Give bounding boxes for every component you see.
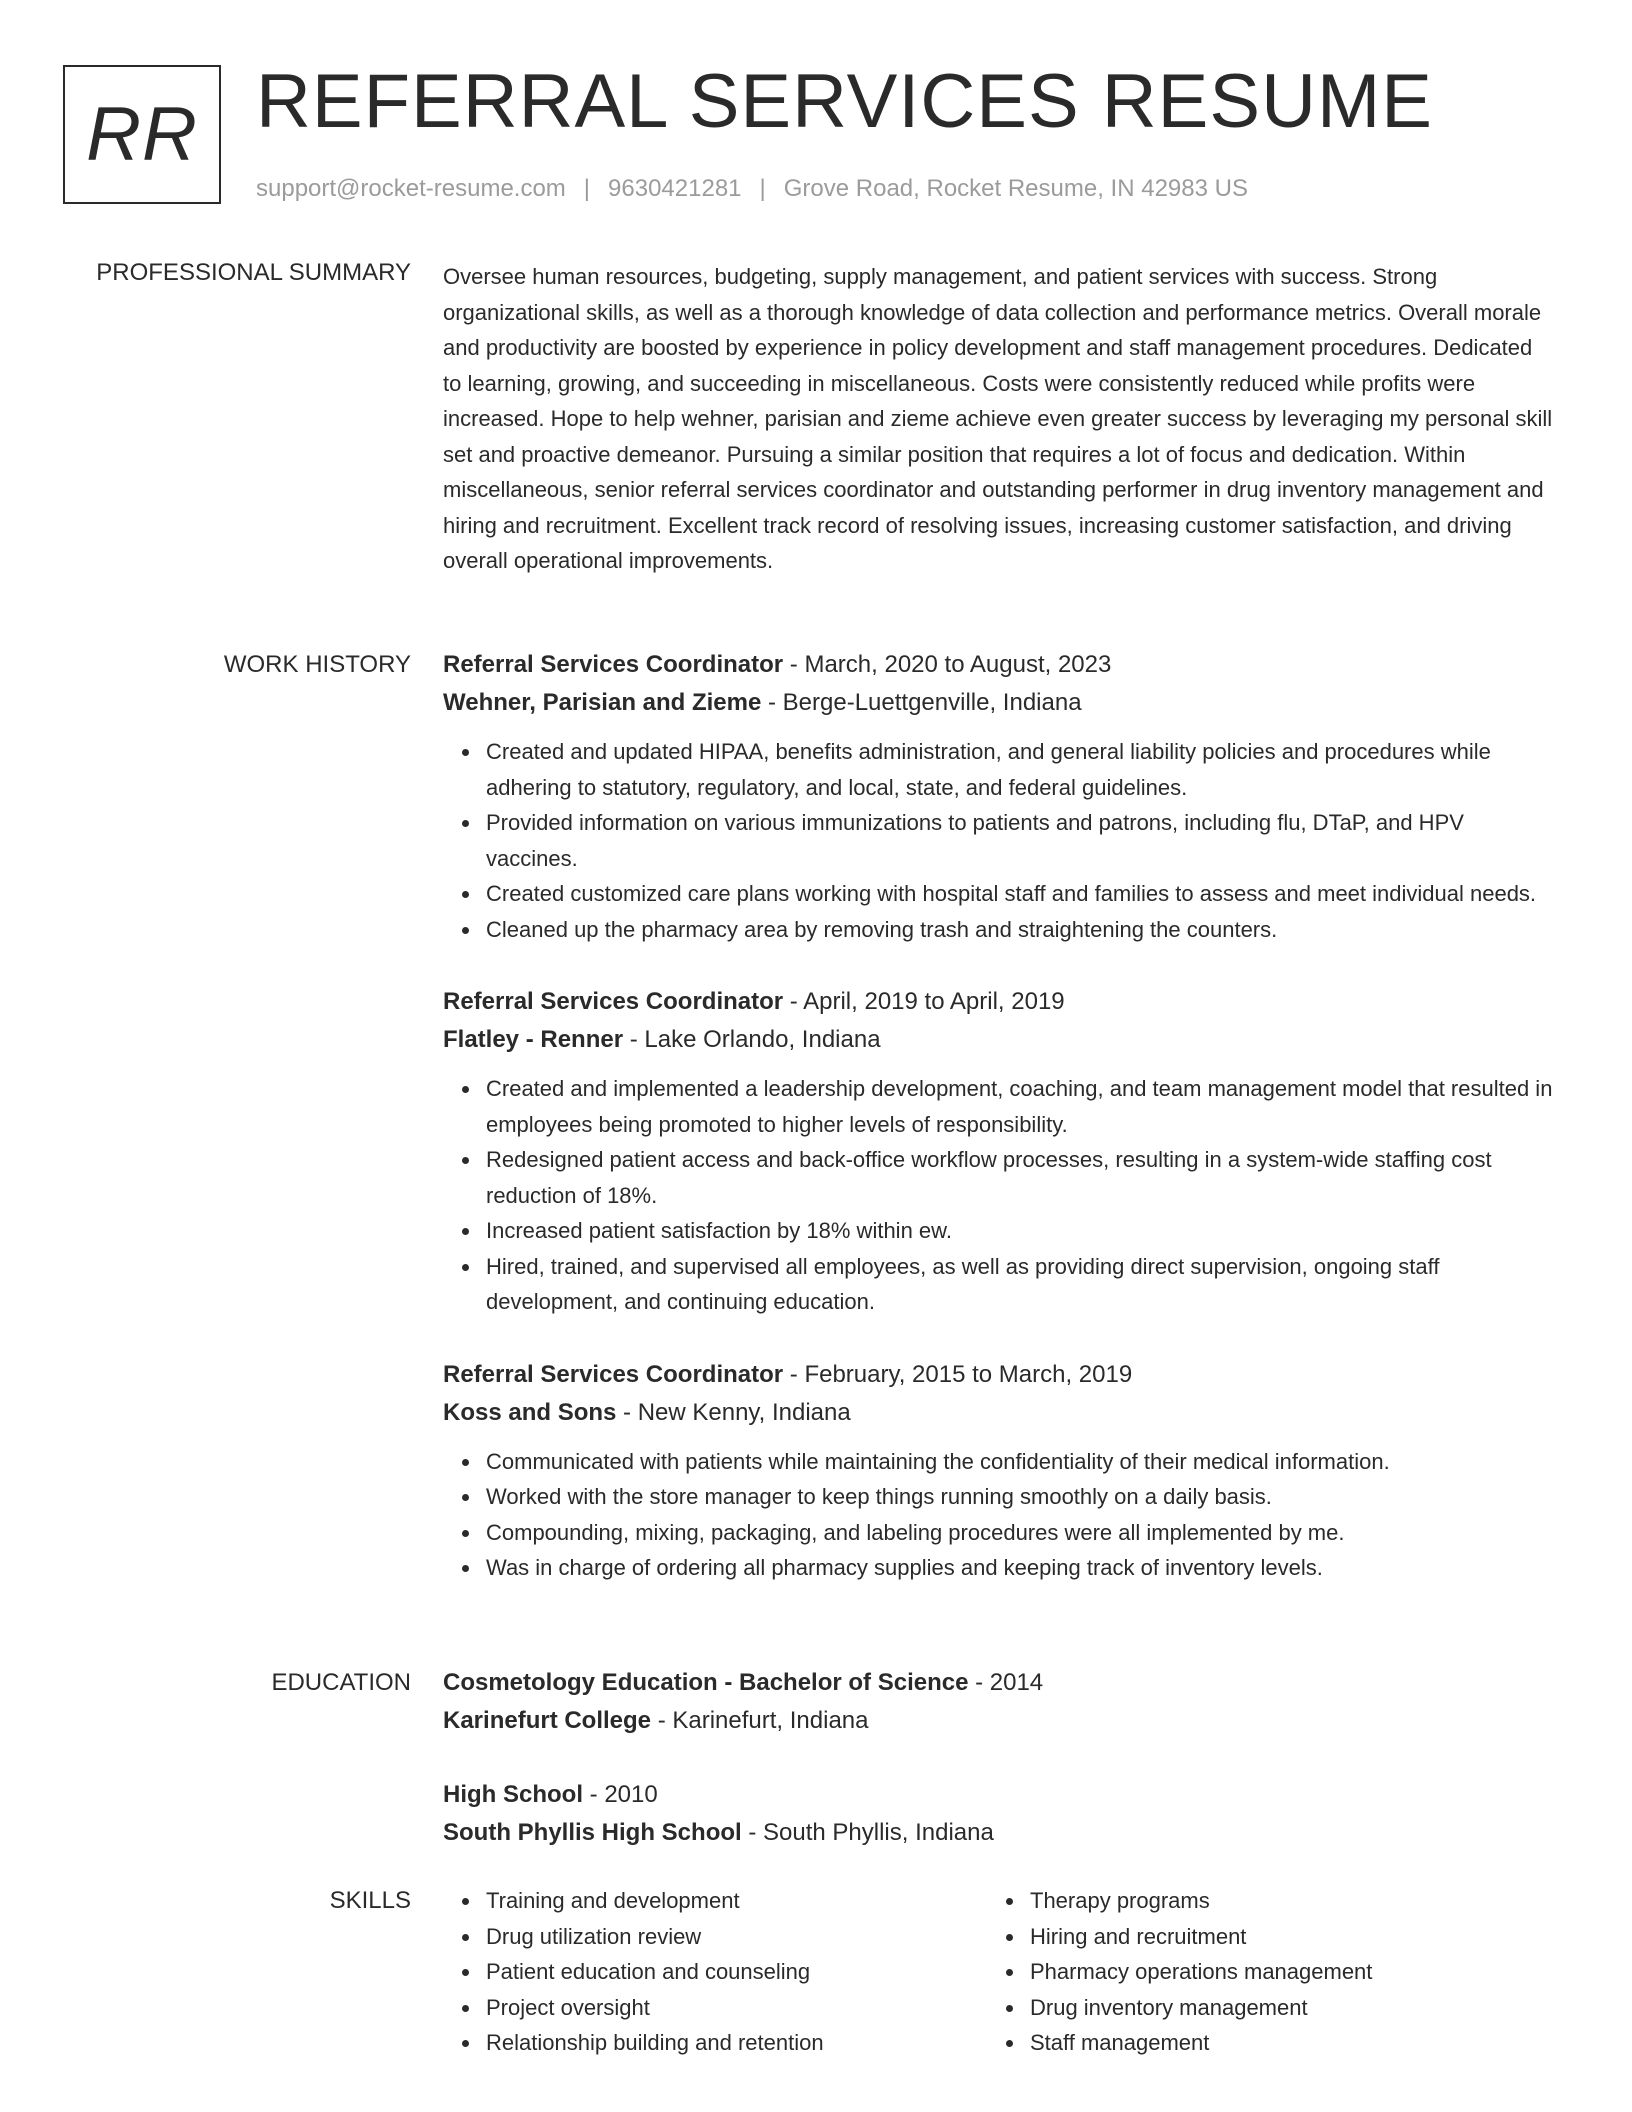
job-title: Referral Services Coordinator (443, 651, 784, 678)
education-degree: Cosmetology Education - Bachelor of Science (443, 1669, 969, 1696)
contact-phone[interactable]: 9630421281 (608, 175, 742, 202)
skill-item: Relationship building and retention (486, 2025, 987, 2061)
skills-list-left (443, 1883, 987, 2061)
monogram-logo: RR (63, 65, 221, 204)
job-company: Flatley - Renner (443, 1026, 624, 1053)
skill-item: Drug inventory management (1030, 1990, 1531, 2026)
job-entry (443, 983, 1556, 1320)
job-bullet: Worked with the store manager to keep things running smoothly on a daily basis. (486, 1479, 1556, 1515)
education-entry (443, 1664, 1556, 1740)
job-location: - Lake Orlando, Indiana (623, 1026, 881, 1053)
job-location: - Berge-Luettgenville, Indiana (761, 689, 1082, 716)
job-company-line (443, 684, 1556, 722)
summary-body (443, 259, 1556, 579)
contact-line (256, 174, 1248, 204)
education-location: - South Phyllis, Indiana (741, 1819, 994, 1846)
job-company-line (443, 1021, 1556, 1059)
skill-item: Patient education and counseling (486, 1954, 987, 1990)
job-title-line (443, 983, 1556, 1021)
education-school: South Phyllis High School (443, 1819, 742, 1846)
contact-email[interactable]: support@rocket-resume.com (256, 175, 566, 202)
job-bullet: Cleaned up the pharmacy area by removing trash and straightening the counters. (486, 912, 1556, 948)
job-title-line (443, 1356, 1556, 1394)
job-title-line (443, 646, 1556, 684)
education-year: - 2014 (968, 1669, 1044, 1696)
job-bullet: Increased patient satisfaction by 18% within ew. (486, 1213, 1556, 1249)
education-location: - Karinefurt, Indiana (651, 1707, 869, 1734)
job-entry (443, 1356, 1556, 1586)
education-school-line (443, 1814, 1556, 1852)
skill-item: Drug utilization review (486, 1919, 987, 1955)
job-bullets (443, 1444, 1556, 1586)
job-bullets (443, 1071, 1556, 1320)
education-year: - 2010 (583, 1781, 658, 1808)
education-body (443, 1664, 1556, 1888)
skill-item: Project oversight (486, 1990, 987, 2026)
education-school-line (443, 1702, 1556, 1740)
skill-item: Hiring and recruitment (1030, 1919, 1531, 1955)
education-degree-line (443, 1664, 1556, 1702)
education-entry (443, 1776, 1556, 1852)
job-company: Wehner, Parisian and Zieme (443, 689, 762, 716)
job-bullet: Redesigned patient access and back-office workflow processes, resulting in a system-wide staffing cost reduction of 18%. (486, 1142, 1556, 1213)
section-label-skills: SKILLS (329, 1887, 411, 1914)
job-company-line (443, 1394, 1556, 1432)
section-label-summary: PROFESSIONAL SUMMARY (96, 259, 411, 286)
job-dates: - March, 2020 to August, 2023 (783, 651, 1112, 678)
job-bullet: Created customized care plans working with hospital staff and families to assess and meet individual needs. (486, 876, 1556, 912)
job-bullet: Was in charge of ordering all pharmacy supplies and keeping track of inventory levels. (486, 1550, 1556, 1586)
contact-separator: | (759, 175, 766, 202)
job-title: Referral Services Coordinator (443, 1360, 784, 1388)
skills-list-right (987, 1883, 1531, 2061)
job-dates: - April, 2019 to April, 2019 (783, 988, 1065, 1015)
job-dates: - February, 2015 to March, 2019 (783, 1360, 1133, 1388)
education-degree: High School (443, 1781, 583, 1808)
summary-text: Oversee human resources, budgeting, supply management, and patient services with success. Strong organizational skills, as well as a thorough knowledge of data collection and performance metrics. Overall morale and productivity are boosted by experience in policy development and staff management procedures. Dedicated to learning, growing, and succeeding in miscellaneous. Costs were consistently reduced while profits were increased. Hope to help wehner, parisian and zieme achieve even greater success by leveraging my personal skill set and proactive demeanor. Pursuing a similar position that requires a lot of focus and dedication. Within miscellaneous, senior referral services coordinator and outstanding performer in drug inventory management and hiring and recruitment. Excellent track record of resolving issues, increasing customer satisfaction, and driving overall operational improvements. (443, 264, 1553, 573)
contact-address: Grove Road, Rocket Resume, IN 42983 US (783, 175, 1248, 202)
skills-body (443, 1883, 1556, 2061)
education-school: Karinefurt College (443, 1707, 652, 1734)
skills-column-right (987, 1883, 1531, 2061)
job-company: Koss and Sons (443, 1398, 617, 1426)
skills-columns (443, 1883, 1556, 2061)
job-bullet: Compounding, mixing, packaging, and labeling procedures were all implemented by me. (486, 1515, 1556, 1551)
contact-separator: | (583, 175, 591, 202)
skill-item: Training and development (486, 1883, 987, 1919)
job-bullet: Hired, trained, and supervised all employees, as well as providing direct supervision, ongoing staff development, and continuing education. (486, 1249, 1556, 1320)
job-bullet: Created and updated HIPAA, benefits administration, and general liability policies and procedures while adhering to statutory, regulatory, and local, state, and federal guidelines. (486, 734, 1556, 805)
resume-title: REFERRAL SERVICES RESUME (256, 59, 1433, 144)
job-title: Referral Services Coordinator (443, 988, 784, 1015)
job-bullet: Communicated with patients while maintaining the confidentiality of their medical information. (486, 1444, 1556, 1480)
job-bullet: Provided information on various immunizations to patients and patrons, including flu, DTaP, and HPV vaccines. (486, 805, 1556, 876)
job-bullet: Created and implemented a leadership development, coaching, and team management model that resulted in employees being promoted to higher levels of responsibility. (486, 1071, 1556, 1142)
skill-item: Pharmacy operations management (1030, 1954, 1531, 1990)
skill-item: Staff management (1030, 2025, 1531, 2061)
skill-item: Therapy programs (1030, 1883, 1531, 1919)
education-degree-line (443, 1776, 1556, 1814)
job-location: - New Kenny, Indiana (616, 1398, 851, 1426)
work-history-body (443, 646, 1556, 1622)
section-label-education: EDUCATION (271, 1669, 411, 1696)
job-bullets (443, 734, 1556, 947)
job-entry (443, 646, 1556, 947)
section-label-work-history: WORK HISTORY (223, 651, 411, 678)
skills-column-left (443, 1883, 987, 2061)
